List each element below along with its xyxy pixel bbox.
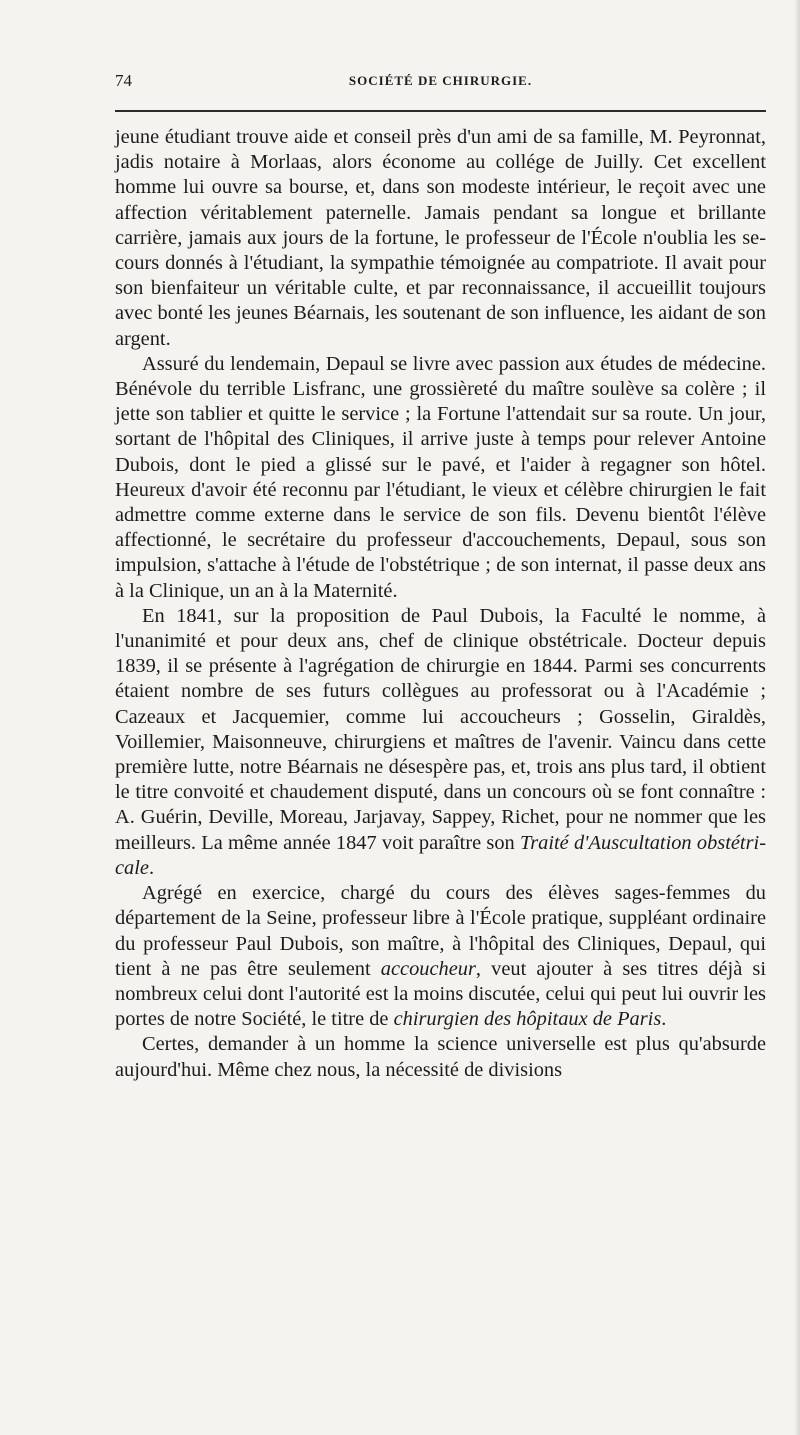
paragraph-3-text: En 1841, sur la proposition de Paul Dubois, la Faculté le nomme, à l'unanimité et pour deux ans, chef de clinique obstétricale. Docteur depuis 1839, il se présente à l'agrégation de chirurgie en 1844. Parmi ses concurrents étaient nombre de ses futurs collègues au professorat ou à l'Académie ; Cazeaux et Jacquemier, comme lui accoucheurs ; Gosselin, Giraldès, Voillemier, Maisonneuve, chirurgiens et maîtres de l'avenir. Vaincu dans cette première lutte, notre Béarnais ne désespère pas, et, trois ans plus tard, il obtient le titre convoité et chaudement disputé, dans un concours où se font connaître : A. Guérin, Deville, Moreau, Jarjavay, Sappey, Richet, pour ne nommer que les meilleurs. La même année 1847 voit paraître son (115, 604, 766, 854)
book-title-traite: Traité d'Auscultation obstétricale (115, 831, 766, 879)
running-head: SOCIÉTÉ DE CHIRURGIE. (348, 73, 533, 88)
page-edge-shadow (794, 0, 800, 1435)
page-header (115, 68, 766, 92)
paragraph-5: Certes, demander à un homme la science universelle est plus qu'absurde aujourd'hui. Même chez nous, la nécessité de divisions (115, 1033, 766, 1081)
paragraph-1: jeune étudiant trouve aide et conseil près d'un ami de sa famille, M. Peyronnat, jadis notaire à Morlaas, alors économe au collége de Juilly. Cet excellent homme lui ouvre sa bourse, et, dans son modeste intérieur, le reçoit avec une affection véritablement paternelle. Jamais pendant sa longue et brillante carrière, jamais aux jours de la fortune, le professeur de l'École n'oublia les secours donnés à l'étudiant, la sympathie témoignée au compatriote. Il avait pour son bienfaiteur un véritable culte, et par reconnaissance, il accueillit toujours avec bonté les jeunes Béarnais, les soutenant de son influence, les aidant de son argent. (115, 126, 766, 350)
paragraph-3 (115, 604, 766, 881)
paragraph-2: Assuré du lendemain, Depaul se livre avec passion aux études de médecine. Bénévole du terrible Lisfranc, une grossièreté du maître soulève sa colère ; il jette son tablier et quitte le service ; la Fortune l'attendait sur sa route. Un jour, sortant de l'hôpital des Cliniques, il arrive juste à temps pour relever Antoine Dubois, dont le pied a glissé sur le pavé, et l'aider à regagner son hôtel. Heureux d'avoir été reconnu par l'étudiant, le vieux et célèbre chirurgien le fait admettre comme externe dans le service de son fils. Devenu bientôt l'élève affectionné, le secrétaire du professeur d'accouchements, Depaul, sous son impulsion, s'attache à l'étude de l'obstétrique ; de son internat, il passe deux ans à la Clinique, un an à la Maternité. (115, 352, 766, 602)
paragraph-4-text-after: . (661, 1008, 667, 1031)
paragraph-4 (115, 881, 766, 1032)
paragraph-4-text-before: Agrégé en exercice, chargé du cours des élèves sages-femmes du département de la Seine, professeur libre à l'École pratique, suppléant ordinaire du professeur Paul Dubois, son maître, à l'hôpital des Cliniques, Depaul, qui tient à ne pas être seulement (115, 882, 766, 980)
body-text (115, 125, 766, 1083)
header-rule (115, 110, 766, 112)
paragraph-4-italic-title: chirurgien des hôpitaux de Paris (393, 1008, 662, 1031)
paragraph-4-text-middle: , veut ajouter à ses titres déjà si nombreux celui dont l'autorité est la moins discutée, celui qui peut lui ouvrir les portes de notre Société, le titre de (115, 957, 766, 1031)
paragraph-4-italic-accoucheur: accoucheur (380, 957, 476, 980)
page-number: 74 (115, 71, 132, 90)
paragraph-3-end: . (148, 856, 155, 879)
book-page (115, 68, 766, 1083)
